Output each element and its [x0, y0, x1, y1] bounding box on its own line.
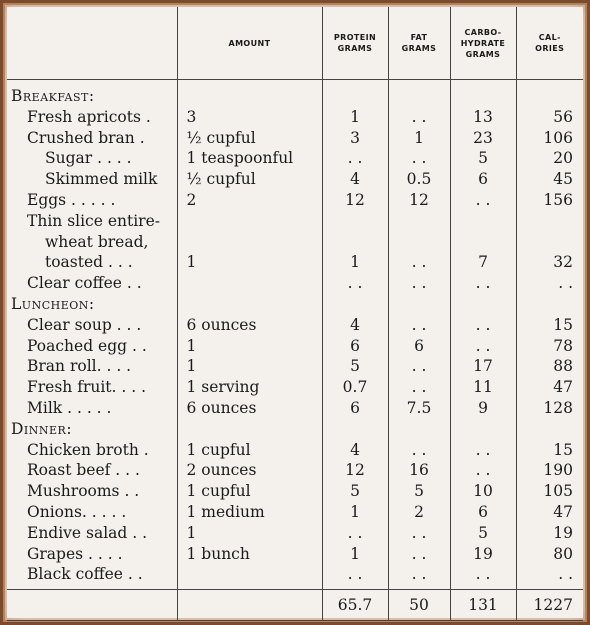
table-row — [7, 315, 583, 336]
totals-amount — [177, 590, 322, 621]
table-row — [7, 460, 583, 481]
amount-cell: 6 ounces — [177, 315, 322, 336]
item-cell: toasted . . . — [45, 253, 133, 272]
calories-cell: 128 — [516, 398, 583, 419]
fat-cell: . . — [388, 315, 450, 336]
table-row — [7, 398, 583, 419]
section-title: Luncheon: — [11, 294, 95, 313]
protein-cell — [322, 419, 388, 440]
fat-cell: 2 — [388, 502, 450, 523]
amount-cell: 1 cupful — [177, 481, 322, 502]
table-row — [7, 273, 583, 294]
fat-cell: . . — [388, 523, 450, 544]
amount-cell: 1 teaspoonful — [177, 148, 322, 169]
table-row — [7, 564, 583, 589]
amount-cell: 1 bunch — [177, 544, 322, 565]
protein-cell: . . — [322, 523, 388, 544]
section-row — [7, 294, 583, 315]
fat-cell: 7.5 — [388, 398, 450, 419]
item-cell: Crushed bran . — [27, 128, 145, 147]
carbohydrate-cell — [450, 211, 516, 232]
protein-cell: 5 — [322, 481, 388, 502]
calories-cell — [516, 419, 583, 440]
fat-cell — [388, 211, 450, 232]
fat-cell: . . — [388, 107, 450, 128]
calories-cell: 15 — [516, 315, 583, 336]
header-row — [7, 7, 583, 80]
amount-cell: 1 — [177, 523, 322, 544]
carbohydrate-cell: . . — [450, 190, 516, 211]
carbohydrate-cell: 17 — [450, 356, 516, 377]
item-cell: Fresh apricots . — [27, 107, 151, 126]
section-title: Breakfast: — [11, 87, 95, 105]
fat-cell: 6 — [388, 336, 450, 357]
item-cell: Onions. . . . . — [27, 502, 127, 521]
amount-cell: ½ cupful — [177, 169, 322, 190]
totals-row — [7, 590, 583, 621]
amount-cell: 1 cupful — [177, 440, 322, 461]
table-row — [7, 232, 583, 253]
amount-cell — [177, 211, 322, 232]
protein-cell: 6 — [322, 398, 388, 419]
amount-cell: 1 medium — [177, 502, 322, 523]
total-calories: 1227 — [516, 590, 583, 621]
carbohydrate-cell: . . — [450, 460, 516, 481]
table-row — [7, 128, 583, 149]
table-row — [7, 107, 583, 128]
document-page — [7, 7, 583, 618]
protein-cell — [322, 211, 388, 232]
calories-cell: 56 — [516, 107, 583, 128]
calories-cell: 15 — [516, 440, 583, 461]
item-cell: Thin slice entire- — [27, 211, 160, 230]
carbohydrate-cell — [450, 80, 516, 107]
amount-cell: 1 — [177, 252, 322, 273]
carbohydrate-cell: . . — [450, 564, 516, 589]
carbohydrate-cell: 9 — [450, 398, 516, 419]
carbohydrate-cell: 5 — [450, 148, 516, 169]
table-row — [7, 169, 583, 190]
section-row — [7, 419, 583, 440]
amount-cell: 2 — [177, 190, 322, 211]
total-carbohydrate: 131 — [450, 590, 516, 621]
fat-cell: 12 — [388, 190, 450, 211]
header-carbohydrate: CARBO- HYDRATE GRAMS — [450, 7, 516, 80]
protein-cell: 4 — [322, 315, 388, 336]
protein-cell: . . — [322, 148, 388, 169]
protein-cell: 5 — [322, 356, 388, 377]
amount-cell — [177, 273, 322, 294]
fat-cell: . . — [388, 273, 450, 294]
amount-cell: 1 serving — [177, 377, 322, 398]
amount-cell — [177, 232, 322, 253]
item-cell: Mushrooms . . — [27, 482, 140, 501]
item-cell: Eggs . . . . . — [27, 190, 116, 209]
carbohydrate-cell: 6 — [450, 169, 516, 190]
total-fat: 50 — [388, 590, 450, 621]
calories-cell: 156 — [516, 190, 583, 211]
header-protein: PROTEIN GRAMS — [322, 7, 388, 80]
calories-cell: 106 — [516, 128, 583, 149]
carbohydrate-cell: 7 — [450, 252, 516, 273]
carbohydrate-cell: . . — [450, 440, 516, 461]
carbohydrate-cell: 19 — [450, 544, 516, 565]
protein-cell: 3 — [322, 128, 388, 149]
carbohydrate-cell: 11 — [450, 377, 516, 398]
calories-cell — [516, 211, 583, 232]
calories-cell: 88 — [516, 356, 583, 377]
calories-cell: 32 — [516, 252, 583, 273]
item-cell: Endive salad . . — [27, 523, 148, 542]
table-row — [7, 190, 583, 211]
protein-cell: 6 — [322, 336, 388, 357]
carbohydrate-cell — [450, 232, 516, 253]
table-row — [7, 336, 583, 357]
protein-cell: 4 — [322, 169, 388, 190]
fat-cell: . . — [388, 356, 450, 377]
fat-cell — [388, 294, 450, 315]
amount-cell: 1 — [177, 336, 322, 357]
amount-cell — [177, 294, 322, 315]
carbohydrate-cell: 6 — [450, 502, 516, 523]
fat-cell: . . — [388, 148, 450, 169]
header-calories: CAL- ORIES — [516, 7, 583, 80]
protein-cell: 12 — [322, 460, 388, 481]
fat-cell: . . — [388, 564, 450, 589]
carbohydrate-cell: . . — [450, 336, 516, 357]
calories-cell — [516, 294, 583, 315]
protein-cell: 12 — [322, 190, 388, 211]
fat-cell: . . — [388, 252, 450, 273]
table-row — [7, 377, 583, 398]
protein-cell: 1 — [322, 502, 388, 523]
calories-cell: 190 — [516, 460, 583, 481]
header-amount: AMOUNT — [177, 7, 322, 80]
amount-cell: 1 — [177, 356, 322, 377]
item-cell: Grapes . . . . — [27, 544, 123, 563]
diet-table — [7, 7, 583, 621]
amount-cell: 6 ounces — [177, 398, 322, 419]
fat-cell: . . — [388, 377, 450, 398]
protein-cell: . . — [322, 273, 388, 294]
header-fat: FAT GRAMS — [388, 7, 450, 80]
totals-item — [7, 590, 177, 621]
section-title: Dinner: — [11, 419, 73, 438]
carbohydrate-cell — [450, 419, 516, 440]
table-row — [7, 148, 583, 169]
fat-cell — [388, 80, 450, 107]
protein-cell: 1 — [322, 252, 388, 273]
table-row — [7, 211, 583, 232]
table-row — [7, 356, 583, 377]
protein-cell: . . — [322, 564, 388, 589]
item-cell: Roast beef . . . — [27, 461, 140, 480]
item-cell: Chicken broth . — [27, 440, 149, 459]
item-cell: Milk . . . . . — [27, 398, 112, 417]
item-cell: Bran roll. . . . — [27, 357, 132, 376]
fat-cell: . . — [388, 544, 450, 565]
table-row — [7, 440, 583, 461]
fat-cell: 0.5 — [388, 169, 450, 190]
item-cell: Poached egg . . — [27, 336, 147, 355]
table-body — [7, 80, 583, 590]
total-protein: 65.7 — [322, 590, 388, 621]
amount-cell — [177, 419, 322, 440]
table-row — [7, 502, 583, 523]
calories-cell: 47 — [516, 377, 583, 398]
fat-cell: 16 — [388, 460, 450, 481]
calories-cell: . . — [516, 564, 583, 589]
carbohydrate-cell: . . — [450, 273, 516, 294]
protein-cell — [322, 294, 388, 315]
amount-cell: 2 ounces — [177, 460, 322, 481]
calories-cell: 105 — [516, 481, 583, 502]
amount-cell: ½ cupful — [177, 128, 322, 149]
table-row — [7, 544, 583, 565]
calories-cell: 47 — [516, 502, 583, 523]
carbohydrate-cell: . . — [450, 315, 516, 336]
carbohydrate-cell: 23 — [450, 128, 516, 149]
item-cell: Skimmed milk — [45, 170, 158, 189]
fat-cell — [388, 232, 450, 253]
section-row — [7, 80, 583, 107]
fat-cell: 1 — [388, 128, 450, 149]
calories-cell — [516, 232, 583, 253]
table-row — [7, 252, 583, 273]
carbohydrate-cell: 5 — [450, 523, 516, 544]
protein-cell — [322, 80, 388, 107]
protein-cell: 1 — [322, 544, 388, 565]
carbohydrate-cell: 13 — [450, 107, 516, 128]
table-row — [7, 481, 583, 502]
calories-cell: 80 — [516, 544, 583, 565]
calories-cell: 78 — [516, 336, 583, 357]
item-cell: wheat bread, — [45, 232, 149, 251]
calories-cell: . . — [516, 273, 583, 294]
protein-cell: 1 — [322, 107, 388, 128]
calories-cell: 45 — [516, 169, 583, 190]
calories-cell — [516, 80, 583, 107]
header-item — [7, 7, 177, 80]
table-row — [7, 523, 583, 544]
protein-cell: 4 — [322, 440, 388, 461]
item-cell: Clear coffee . . — [27, 274, 142, 293]
amount-cell: 3 — [177, 107, 322, 128]
calories-cell: 20 — [516, 148, 583, 169]
fat-cell: . . — [388, 440, 450, 461]
amount-cell — [177, 564, 322, 589]
protein-cell: 0.7 — [322, 377, 388, 398]
fat-cell: 5 — [388, 481, 450, 502]
item-cell: Black coffee . . — [27, 565, 143, 584]
protein-cell — [322, 232, 388, 253]
amount-cell — [177, 80, 322, 107]
item-cell: Sugar . . . . — [45, 149, 132, 168]
carbohydrate-cell — [450, 294, 516, 315]
item-cell: Fresh fruit. . . . — [27, 378, 147, 397]
calories-cell: 19 — [516, 523, 583, 544]
fat-cell — [388, 419, 450, 440]
item-cell: Clear soup . . . — [27, 315, 142, 334]
carbohydrate-cell: 10 — [450, 481, 516, 502]
